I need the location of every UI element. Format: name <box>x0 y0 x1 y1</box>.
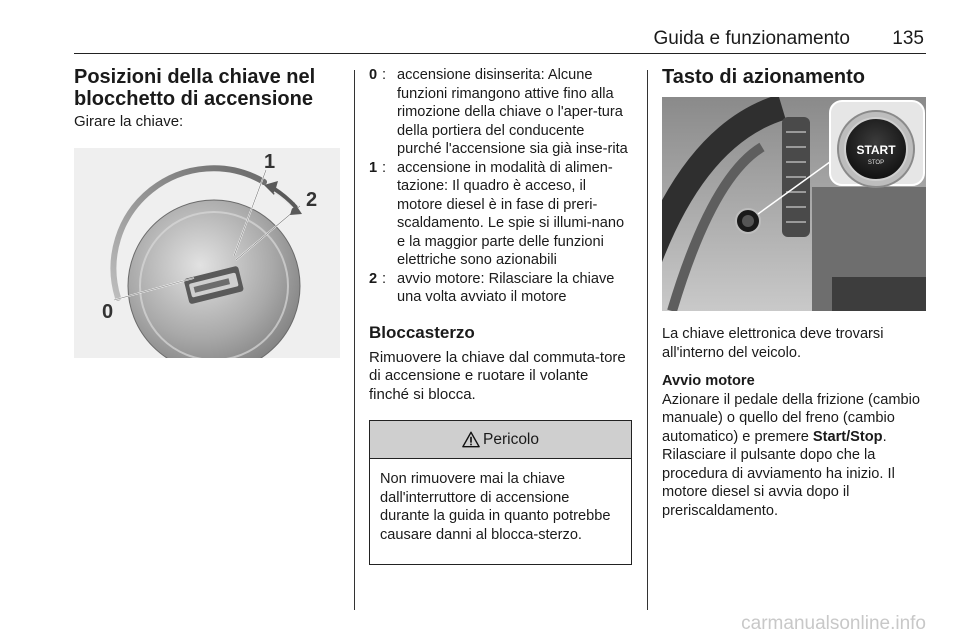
page-number: 135 <box>892 28 924 49</box>
warning-text: Non rimuovere mai la chiave dall'interruttore di accensione durante la guida in quanto potrebbe causare danni al blocca-sterzo. <box>380 471 611 543</box>
column-positions-list <box>369 66 632 404</box>
intro-text: Girare la chiave: <box>74 113 184 130</box>
start-button-figure <box>662 97 926 311</box>
body-text: La chiave elettronica deve trovarsi all'interno del veicolo. <box>662 326 884 361</box>
subsection-heading: Avvio motore <box>662 373 755 389</box>
header-title: Guida e funzionamento <box>653 28 850 49</box>
warning-title: Pericolo <box>483 430 539 448</box>
list-item <box>369 66 632 159</box>
body-text-part: . Rilasciare il pulsante dopo che la procedura di avviamento ha inizio. Il motore diesel si avvia dopo il preriscaldamento. <box>662 428 895 519</box>
ignition-key-illustration <box>74 148 340 358</box>
start-stop-term: Start/Stop <box>812 428 883 445</box>
column-ignition-positions <box>74 66 340 130</box>
warning-header <box>370 421 631 459</box>
section-heading: Tasto di azionamento <box>662 66 865 88</box>
column-divider <box>354 70 355 610</box>
list-item <box>369 270 632 307</box>
ignition-key-figure <box>74 148 340 358</box>
position-description: accensione disinserita: Alcune funzioni rimangono attive fino alla rimozione della chiave o l'aper-tura della portiera del conducente purché l'accensione sia già inse-rita <box>397 67 628 157</box>
watermark-text: carmanualsonline.info <box>741 613 926 634</box>
start-button-text <box>662 325 926 520</box>
section-heading: Posizioni della chiave nel blocchetto di accensione <box>74 66 316 110</box>
position-description: accensione in modalità di alimen-tazione: Il quadro è acceso, il motore diesel è in fase di preri-scaldamento. Le spie si illumi-nano e la maggior parte delle funzioni elettriche sono azionabili <box>397 159 625 268</box>
position-number: 2 <box>369 270 378 287</box>
column-divider <box>647 70 648 610</box>
body-text: Rimuovere la chiave dal commuta-tore di accensione e ruotare il volante finché si blocca. <box>369 348 626 403</box>
position-separator: : <box>382 159 387 176</box>
position-description: avvio motore: Rilasciare la chiave una volta avviato il motore <box>397 270 615 305</box>
position-separator: : <box>382 270 387 287</box>
position-number: 0 <box>369 67 378 83</box>
list-item <box>369 159 632 270</box>
subsection-heading: Bloccasterzo <box>369 322 475 342</box>
page-header <box>74 26 926 54</box>
column-start-button <box>662 66 926 88</box>
figure-label-0: 0 <box>102 301 114 323</box>
warning-box <box>369 420 632 565</box>
body-text <box>662 391 926 521</box>
button-label-start: START <box>856 143 896 157</box>
position-separator: : <box>382 67 387 83</box>
position-number: 1 <box>369 159 378 176</box>
figure-label-1: 1 <box>264 151 276 173</box>
warning-triangle-icon <box>462 431 480 448</box>
body-text-part: Azionare il pedale della frizione (cambio manuale) o quello del freno (cambio automatico) e premere <box>662 391 920 445</box>
figure-label-2: 2 <box>306 189 318 211</box>
start-stop-illustration <box>662 97 926 311</box>
button-label-stop: STOP <box>867 160 885 166</box>
